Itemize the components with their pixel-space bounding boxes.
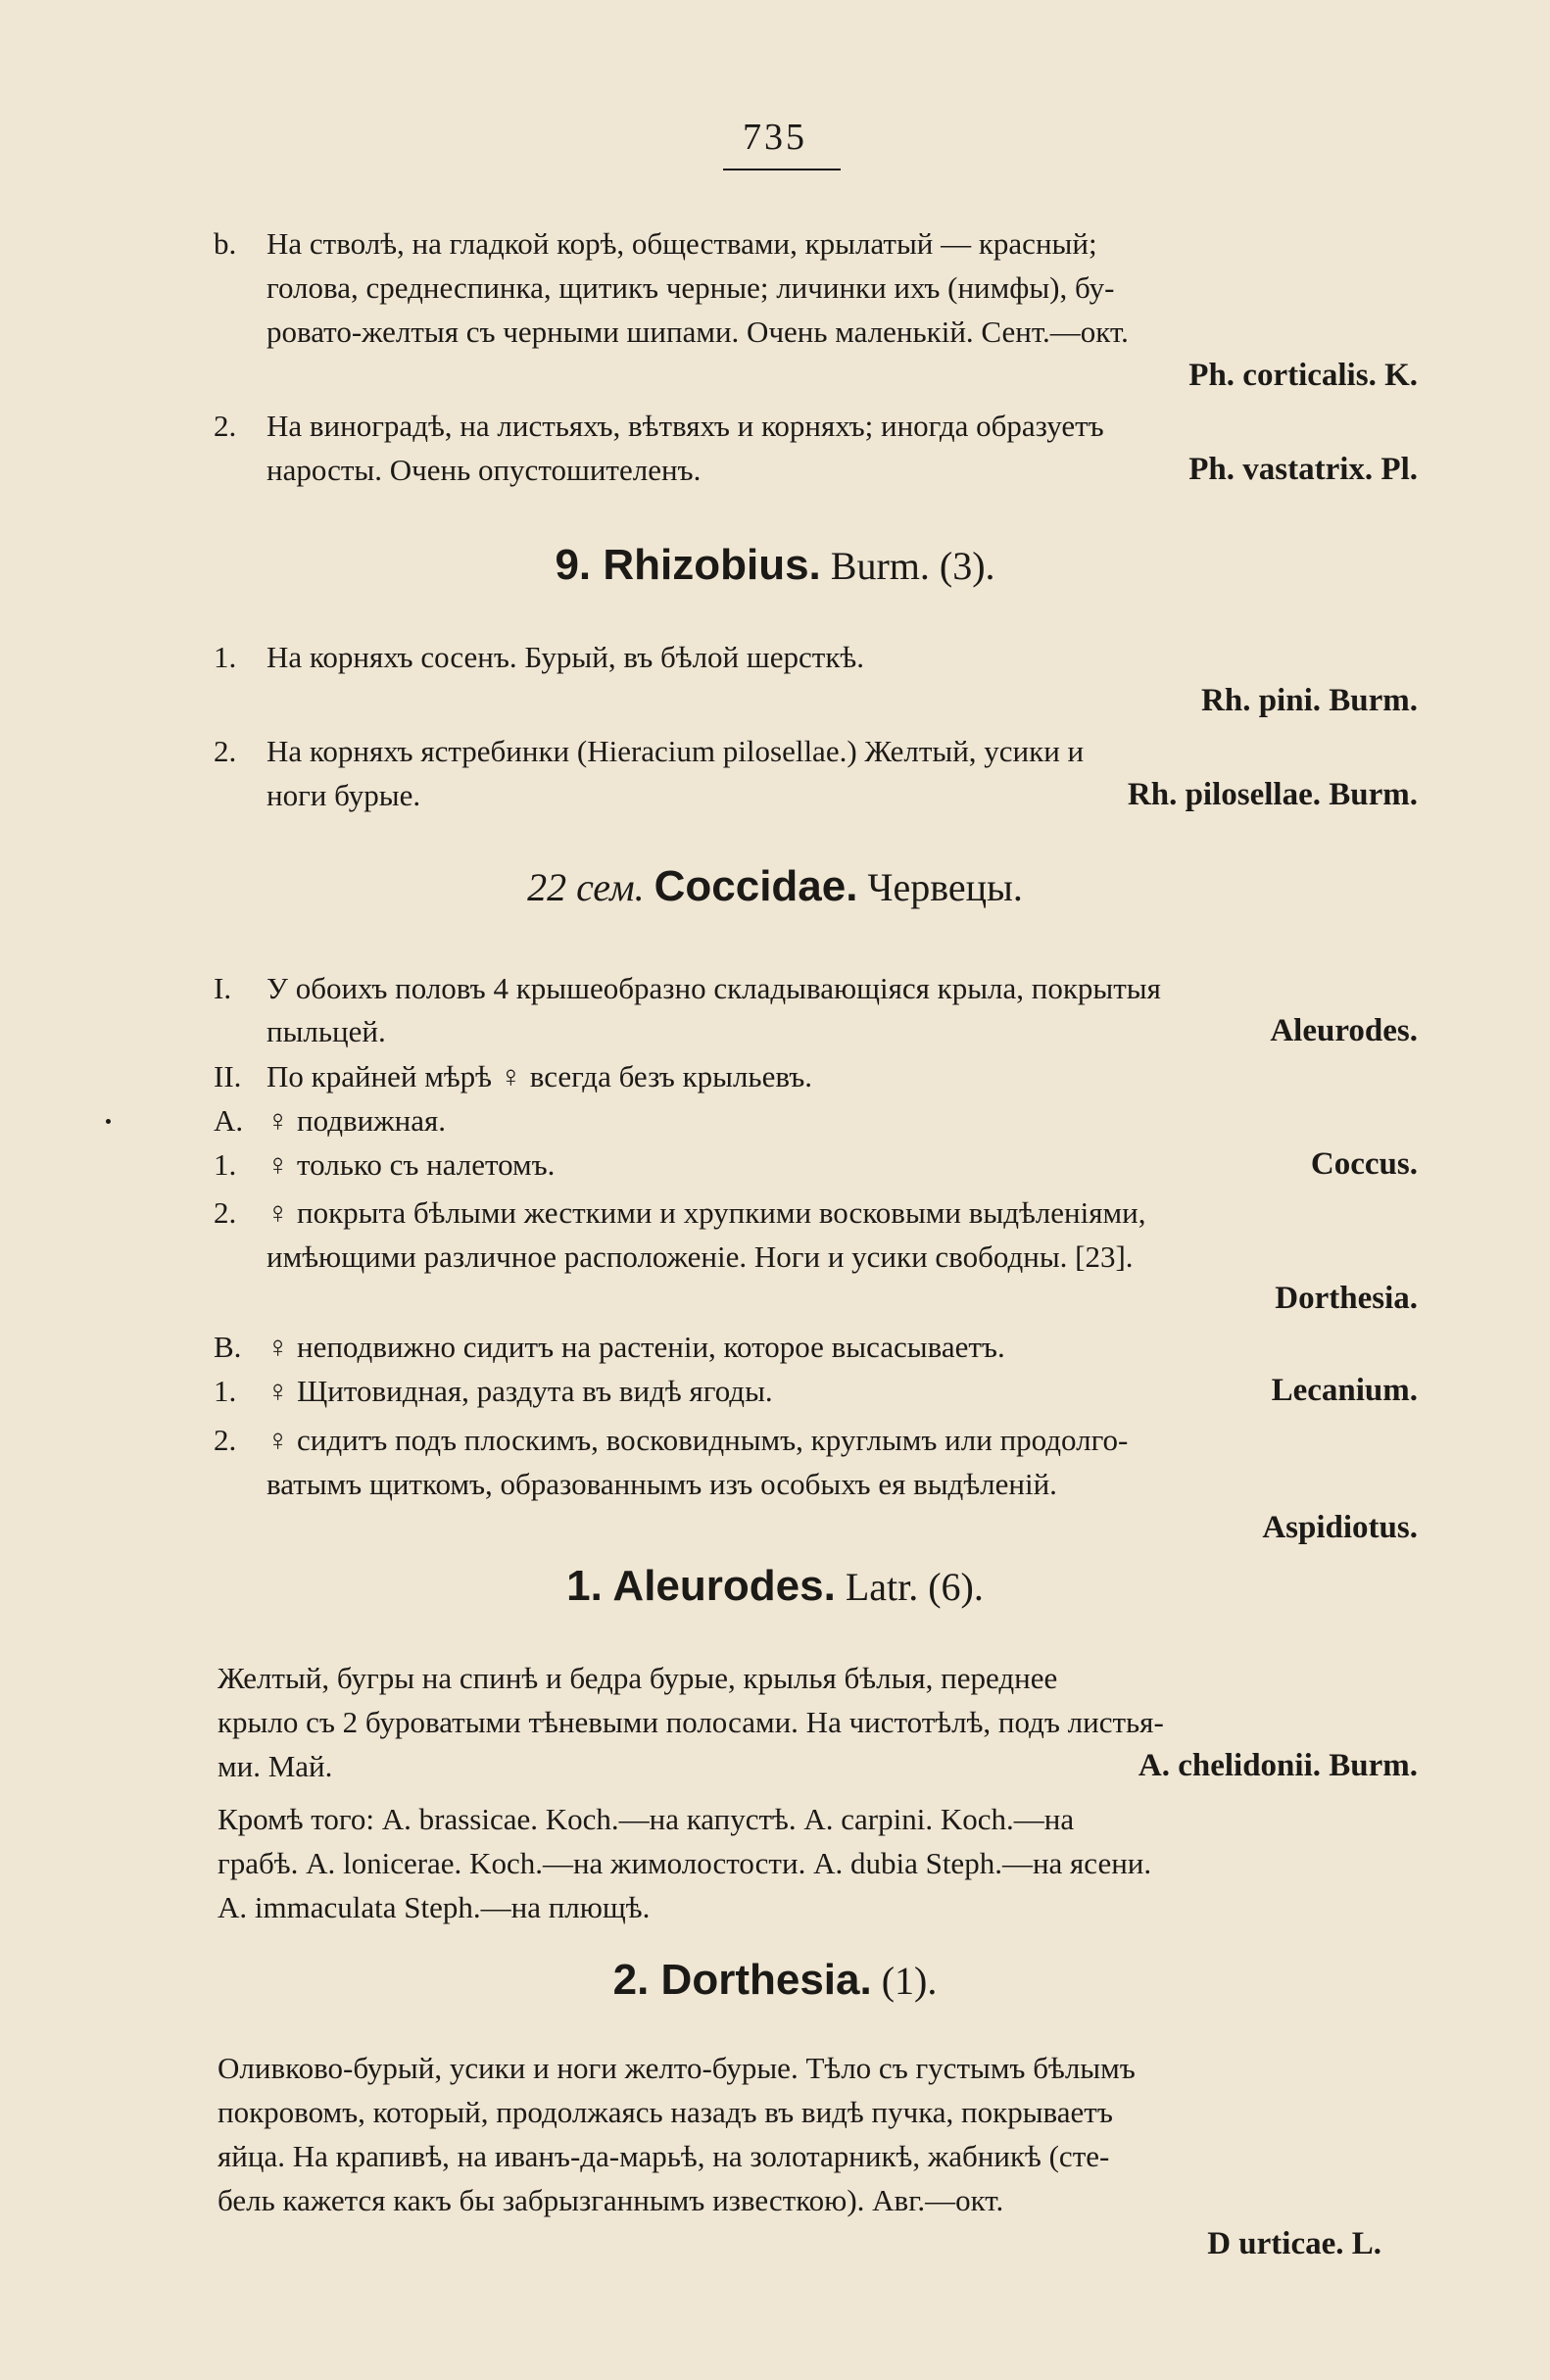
page-number: 735	[743, 117, 807, 158]
key-text: ♀ сидитъ подъ плоскимъ, восковиднымъ, круглымъ или продолго-	[266, 1423, 1129, 1457]
genus-title: 9. Rhizobius.	[555, 541, 821, 589]
genus-name: Aleurodes.	[1270, 1013, 1418, 1048]
genus-name: Lecanium.	[1271, 1373, 1418, 1408]
key-text: ♀ покрыта бѣлыми жесткими и хрупкими восковыми выдѣленіями,	[266, 1195, 1146, 1230]
key-number: 2.	[214, 1423, 237, 1457]
text-line: крыло съ 2 буроватыми тѣневыми полосами. На чистотѣлѣ, подъ листья-	[218, 1705, 1164, 1739]
key-text: На корняхъ сосенъ. Бурый, въ бѣлой шерсткѣ.	[266, 640, 864, 674]
family-name: Coccidae.	[654, 862, 858, 910]
text-line: наросты. Очень опустошителенъ.	[266, 453, 702, 487]
key-number: 1.	[214, 640, 237, 674]
genus-name: Dorthesia.	[1275, 1281, 1418, 1316]
species-name: Rh. pini. Burm.	[1201, 683, 1418, 718]
key-text: У обоихъ половъ 4 крышеобразно складывающіяся крыла, покрытыя	[266, 971, 1161, 1005]
key-number: 2.	[214, 734, 237, 768]
key-number: I.	[214, 971, 232, 1005]
genus-name: Coccus.	[1310, 1146, 1418, 1182]
family-heading	[0, 862, 1550, 911]
key-number: 2.	[214, 409, 237, 443]
genus-author: Burm. (3).	[830, 544, 995, 588]
text-line: грабѣ. A. lonicerae. Koch.—на жимолостости. A. dubia Steph.—на ясени.	[218, 1846, 1152, 1880]
key-text: ноги бурые.	[266, 778, 421, 812]
family-common-name: Червецы.	[867, 865, 1023, 909]
text-line: бель кажется какъ бы забрызганнымъ известкою). Авг.—окт.	[218, 2183, 1004, 2217]
text-line: голова, среднеспинка, щитикъ черные; личинки ихъ (нимфы), бу-	[266, 270, 1115, 305]
species-name: Ph. vastatrix. Pl.	[1188, 452, 1418, 487]
key-number: B.	[214, 1330, 242, 1364]
text-line: ровато-желтыя съ черными шипами. Очень маленькій. Сент.—окт.	[266, 315, 1129, 349]
text-line: Оливково-бурый, усики и ноги желто-бурые. Тѣло съ густымъ бѣлымъ	[218, 2051, 1136, 2085]
key-number: b.	[214, 226, 237, 261]
description-paragraph	[218, 2046, 1419, 2222]
key-number: 1.	[214, 1374, 237, 1408]
margin-mark	[106, 1119, 111, 1124]
additional-species-paragraph	[218, 1797, 1419, 1929]
key-text: ватымъ щиткомъ, образованнымъ изъ особыхъ ея выдѣленій.	[266, 1467, 1057, 1501]
key-text: ♀ подвижная.	[266, 1103, 446, 1138]
species-name: Ph. corticalis. K.	[1188, 358, 1418, 393]
genus-title: 1. Aleurodes.	[566, 1562, 836, 1610]
key-number: 1.	[214, 1147, 237, 1182]
text-line: На стволѣ, на гладкой корѣ, обществами, крылатый — красный;	[266, 226, 1097, 261]
family-label: 22 сем.	[527, 865, 645, 909]
text-line: На виноградѣ, на листьяхъ, вѣтвяхъ и корняхъ; иногда образуетъ	[266, 409, 1104, 443]
key-text: На корняхъ ястребинки (Hieracium pilosellae.) Желтый, усики и	[266, 734, 1085, 768]
key-number: 2.	[214, 1195, 237, 1230]
key-text	[266, 221, 1419, 354]
genus-title: 2. Dorthesia.	[612, 1956, 872, 2004]
key-text: имѣющими различное расположеніе. Ноги и усики свободны. [23].	[266, 1239, 1134, 1274]
key-text: ♀ только съ налетомъ.	[266, 1147, 556, 1182]
text-line: Кромѣ того: A. brassicae. Koch.—на капустѣ. A. carpini. Koch.—на	[218, 1802, 1075, 1836]
text-line: покровомъ, который, продолжаясь назадъ въ видѣ пучка, покрываетъ	[218, 2095, 1113, 2129]
text-line: ми. Май.	[218, 1749, 333, 1783]
species-name: A. chelidonii. Burm.	[1138, 1748, 1418, 1783]
text-line: Желтый, бугры на спинѣ и бедра бурые, крылья бѣлыя, переднее	[218, 1661, 1058, 1695]
key-number: A.	[214, 1103, 244, 1138]
genus-name: Aspidiotus.	[1262, 1510, 1418, 1545]
genus-heading	[0, 1956, 1550, 2005]
genus-heading	[0, 541, 1550, 590]
key-number: II.	[214, 1059, 242, 1093]
genus-author: Latr. (6).	[845, 1565, 984, 1609]
key-text: По крайней мѣрѣ ♀ всегда безъ крыльевъ.	[266, 1059, 812, 1093]
key-text: ♀ Щитовидная, раздута въ видѣ ягоды.	[266, 1374, 773, 1408]
genus-author: (1).	[881, 1959, 938, 2003]
species-name: Rh. pilosellae. Burm.	[1127, 777, 1418, 812]
key-text: ♀ неподвижно сидитъ на растеніи, которое высасываетъ.	[266, 1330, 1005, 1364]
key-text: пыльцей.	[266, 1014, 386, 1048]
genus-heading	[0, 1562, 1550, 1611]
header-rule	[723, 169, 841, 170]
text-line: A. immaculata Steph.—на плющѣ.	[218, 1890, 651, 1924]
text-line: яйца. На крапивѣ, на иванъ-да-марьѣ, на золотарникѣ, жабникѣ (сте-	[218, 2139, 1110, 2173]
species-name: D urticae. L.	[1207, 2226, 1381, 2261]
